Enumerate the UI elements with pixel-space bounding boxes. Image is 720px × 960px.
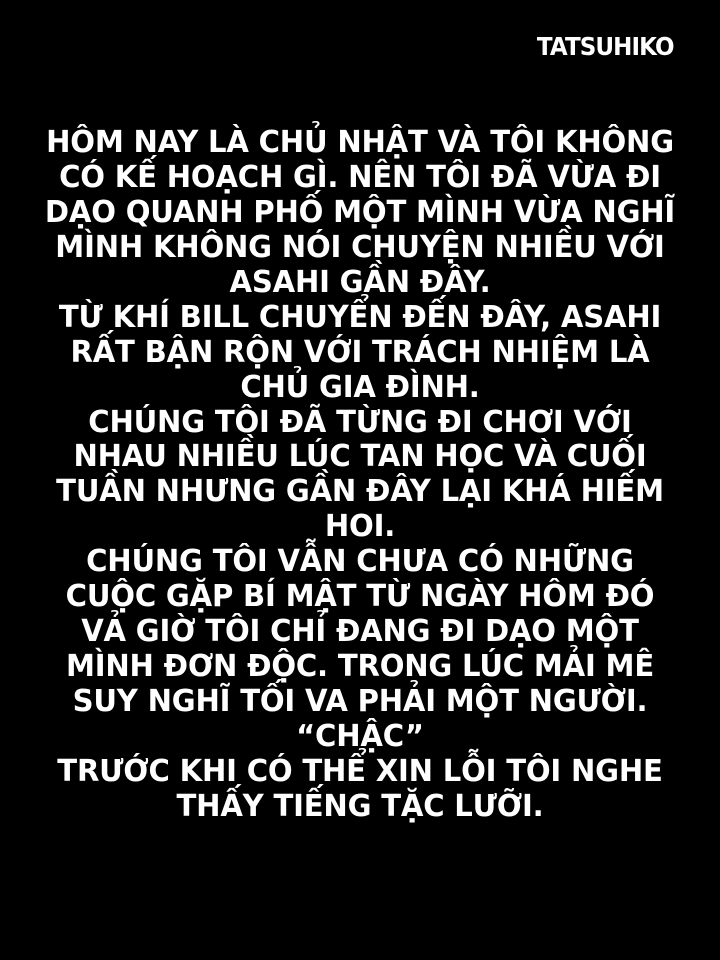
narration-line: VẢ GIỜ TÔI CHỈ ĐANG ĐI DẠO MỘT: [81, 614, 639, 650]
narration-text: [11, 126, 709, 825]
narration-line: THẤY TIẾNG TẶC LƯỠI.: [176, 788, 544, 824]
narration-line: CHỦ GIA ĐÌNH.: [240, 369, 480, 405]
narration-block: [11, 406, 709, 546]
narration-line: RẤT BẬN RỘN VỚI TRÁCH NHIỆM LÀ: [70, 334, 650, 370]
narration-line: NHAU NHIỀU LÚC TAN HỌC VÀ CUỐI: [73, 439, 647, 475]
narration-block-quote: [11, 720, 709, 755]
narration-line: ASAHI GẦN ĐÂY.: [229, 264, 491, 300]
narration-line: MÌNH KHÔNG NÓI CHUYỆN NHIỀU VỚI: [55, 229, 665, 265]
narration-block: [11, 126, 709, 301]
narration-block: [11, 301, 709, 406]
narration-line: CHÚNG TÔI ĐÃ TỪNG ĐI CHƠI VỚI: [88, 404, 632, 440]
narration-line: HÔM NAY LÀ CHỦ NHẬT VÀ TÔI KHÔNG: [46, 125, 674, 160]
narration-line: TUẦN NHƯNG GẦN ĐÂY LẠI KHÁ HIẾM: [56, 474, 664, 510]
narration-line: HOI.: [324, 509, 396, 545]
narration-line: MÌNH ĐƠN ĐỘC. TRONG LÚC MẢI MÊ: [65, 649, 655, 685]
narration-line: TRƯỚC KHI CÓ THỂ XIN LỖI TÔI NGHE: [57, 753, 663, 789]
narration-block: [11, 755, 709, 825]
watermark-label: TATSUHIKO: [537, 32, 674, 61]
narration-line: TỪ KHÍ BILL CHUYỂN ĐẾN ĐÂY, ASAHI: [58, 299, 662, 335]
narration-line: CUỘC GẶP BÍ MẬT TỪ NGÀY HÔM ĐÓ: [65, 579, 655, 615]
narration-line: “CHẬC”: [296, 718, 424, 754]
narration-line: CÓ KẾ HOẠCH GÌ. NÊN TÔI ĐÃ VỪA ĐI: [59, 159, 661, 195]
narration-line: DẠO QUANH PHỐ MỘT MÌNH VỪA NGHĨ: [44, 194, 676, 230]
narration-line: SUY NGHĨ TỐI VA PHẢI MỘT NGƯỜI.: [72, 684, 648, 719]
narration-block: [11, 545, 709, 720]
narration-line: CHÚNG TÔI VẪN CHƯA CÓ NHỮNG: [86, 544, 634, 580]
